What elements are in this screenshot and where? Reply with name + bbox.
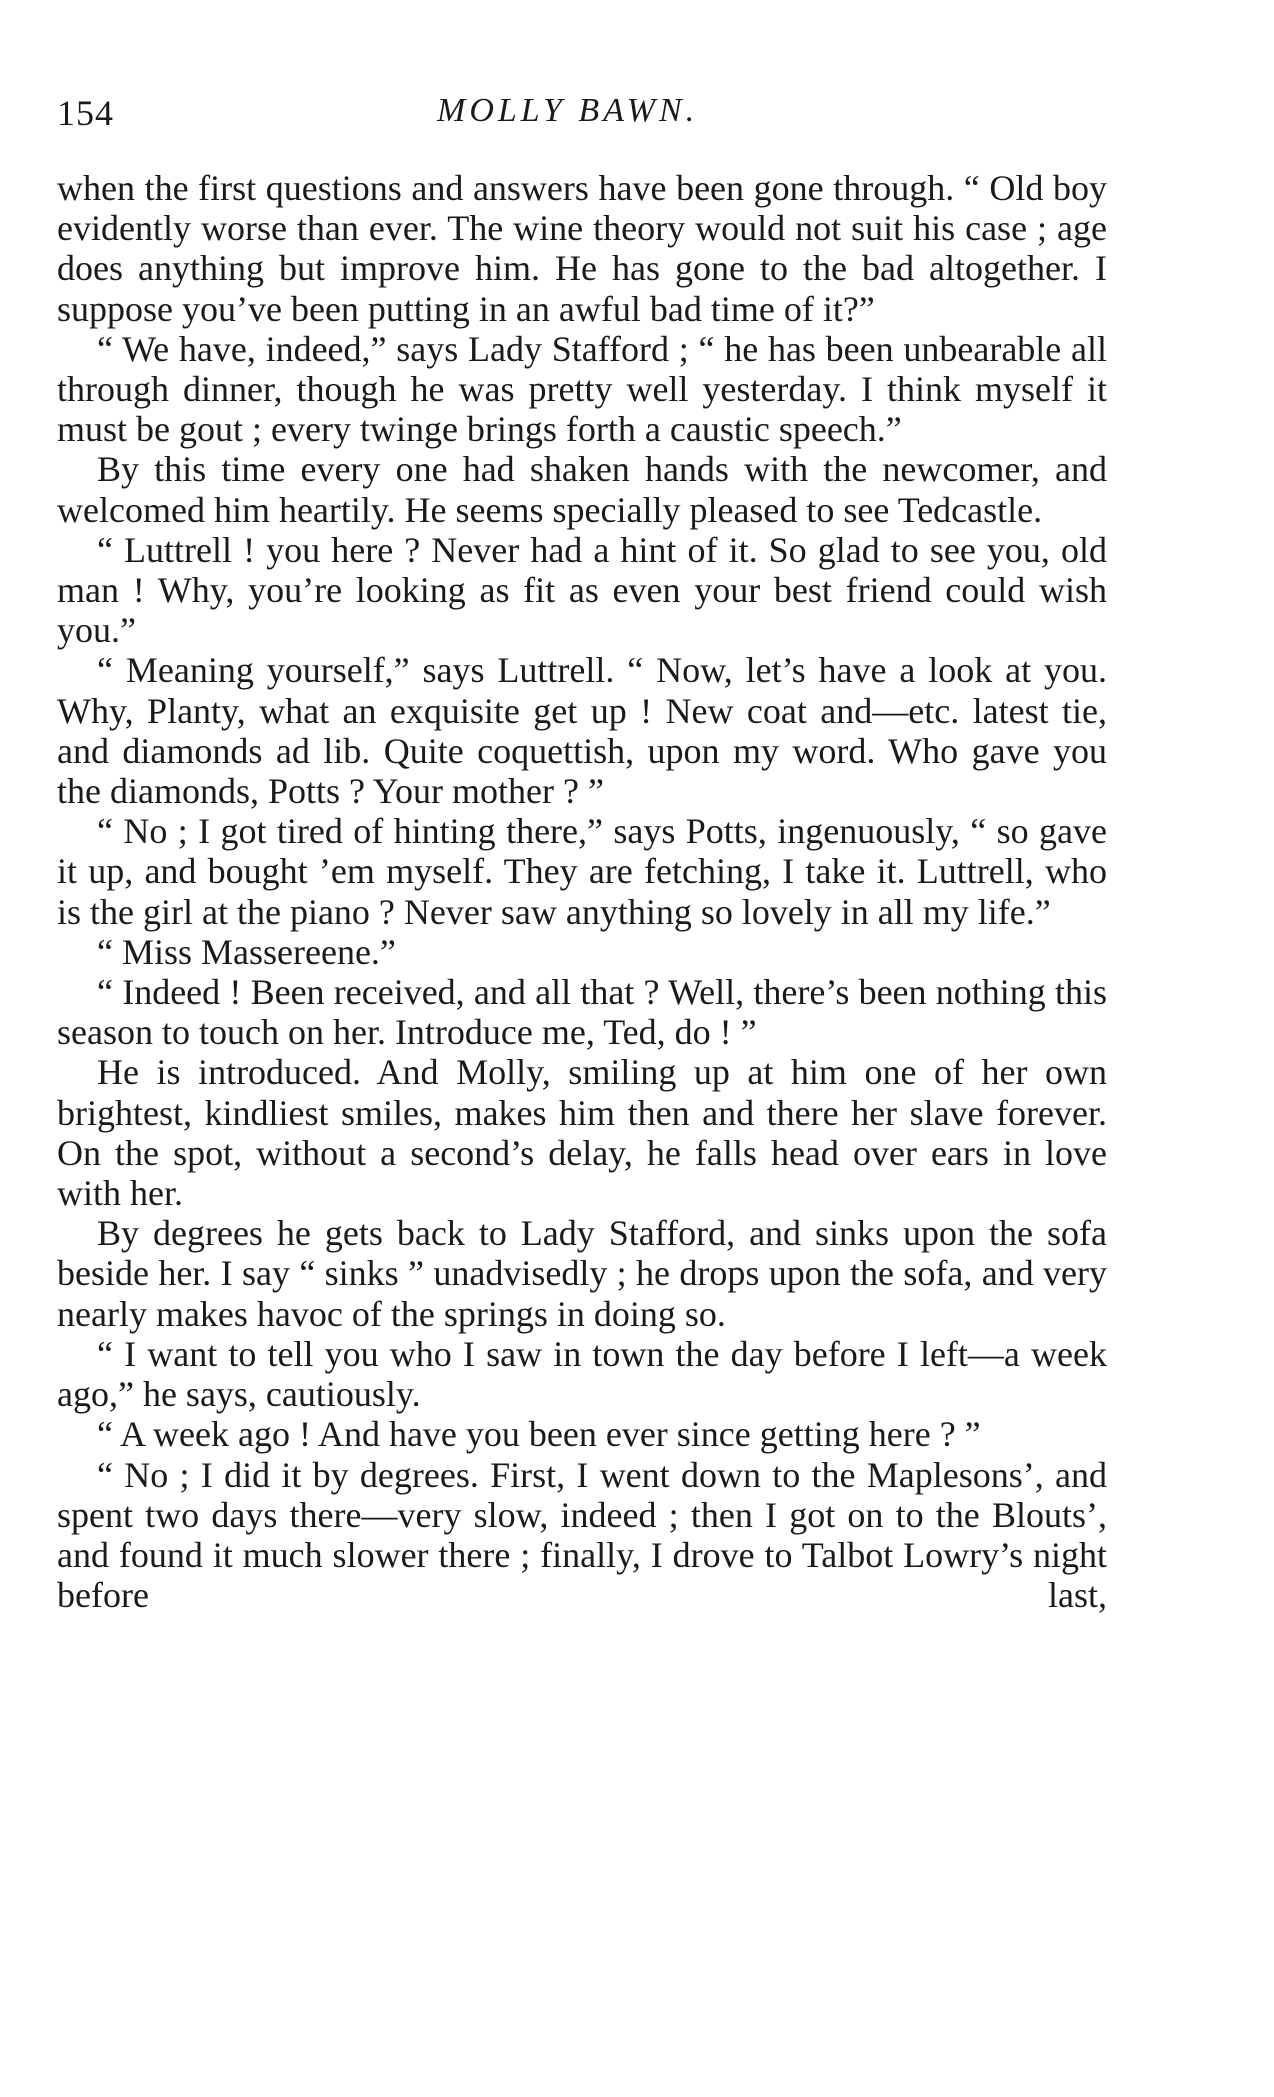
paragraph: “ No ; I did it by degrees. First, I went down to the Maplesons’, and spent two days there—very slow, indeed ; then I got on to the Blouts’, and found it much slower there ; finally, I drove to Talbot Lowry’s night before last, <box>57 1454 1107 1616</box>
paragraph: “ Miss Massereene.” <box>97 931 396 972</box>
paragraph: “ Indeed ! Been received, and all that ? Well, there’s been nothing this season to touch on her. Introduce me, Ted, do ! ” <box>57 972 1107 1053</box>
paragraph: By degrees he gets back to Lady Stafford, and sinks upon the sofa beside her. I say “ sinks ” unadvisedly ; he drops upon the sofa, and very nearly makes havoc of the springs in doing so. <box>57 1213 1107 1334</box>
paragraph: “ Luttrell ! you here ? Never had a hint of it. So glad to see you, old man ! Why, you’re looking as fit as even your best friend could wish you.” <box>57 529 1107 651</box>
paragraph: “ No ; I got tired of hinting there,” says Potts, ingenuously, “ so gave it up, and bought ’em myself. They are fetching, I take it. Luttrell, who is the girl at the piano ? Never saw anything so lovely in all my life.” <box>57 811 1107 932</box>
paragraph: “ We have, indeed,” says Lady Stafford ; “ he has been unbearable all through dinner, though he was pretty well yesterday. I think myself it must be gout ; every twinge brings forth a caustic speech.” <box>57 328 1107 450</box>
page-number: 154 <box>57 93 114 133</box>
paragraph: “ Meaning yourself,” says Luttrell. “ Now, let’s have a look at you. Why, Planty, what an exquisite get up ! New coat and—etc. latest tie, and diamonds ad lib. Quite coquettish, upon my word. Who gave you the diamonds, Potts ? Your mother ? ” <box>57 650 1107 812</box>
body-text <box>57 168 1107 1615</box>
running-head: MOLLY BAWN. <box>437 92 699 129</box>
paragraph: He is introduced. And Molly, smiling up at him one of her own brightest, kindliest smiles, makes him then and there her slave forever. On the spot, without a second’s delay, he falls head over ears in love with her. <box>57 1052 1107 1214</box>
paragraph: By this time every one had shaken hands with the newcomer, and welcomed him heartily. He seems specially pleased to see Tedcastle. <box>57 449 1107 530</box>
page-header <box>57 92 1107 142</box>
paragraph: when the first questions and answers have been gone through. “ Old boy evidently worse than ever. The wine theory would not suit his case ; age does anything but improve him. He has gone to the bad altogether. I suppose you’ve been putting in an awful bad time of it?” <box>57 168 1107 329</box>
paragraph: “ A week ago ! And have you been ever since getting here ? ” <box>97 1414 981 1455</box>
paragraph: “ I want to tell you who I saw in town the day before I left—a week ago,” he says, cautiously. <box>57 1333 1107 1415</box>
